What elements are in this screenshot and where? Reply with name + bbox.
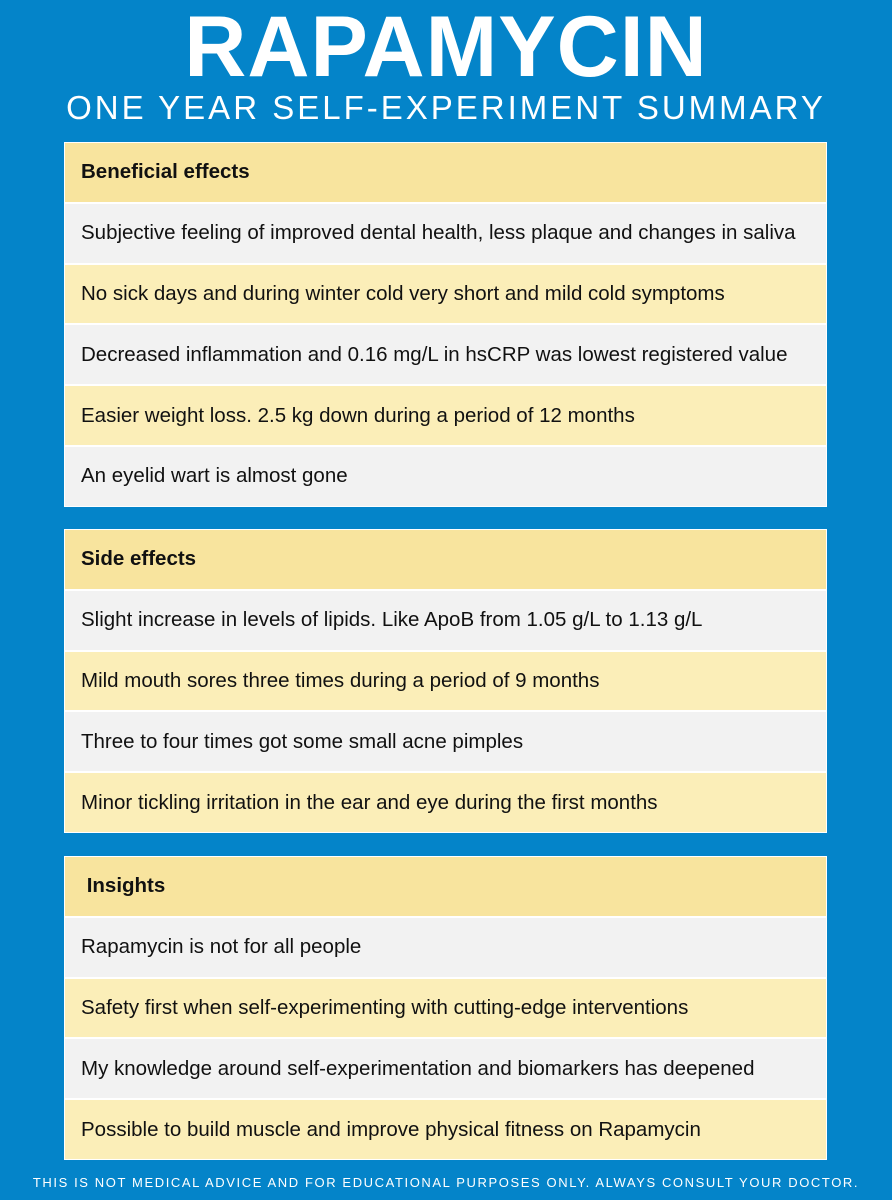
table-row: Minor tickling irritation in the ear and eye during the first months [64, 772, 827, 833]
section-heading-side-effects: Side effects [64, 529, 827, 590]
disclaimer-footer: THIS IS NOT MEDICAL ADVICE AND FOR EDUCATIONAL PURPOSES ONLY. ALWAYS CONSULT YOUR DOCTOR. [32, 1175, 860, 1190]
table-row: No sick days and during winter cold very short and mild cold symptoms [64, 264, 827, 325]
page-title: RAPAMYCIN [184, 0, 708, 95]
table-row: Easier weight loss. 2.5 kg down during a period of 12 months [64, 385, 827, 446]
table-row: Slight increase in levels of lipids. Like ApoB from 1.05 g/L to 1.13 g/L [64, 590, 827, 651]
table-row: Three to four times got some small acne pimples [64, 711, 827, 772]
table-row: My knowledge around self-experimentation and biomarkers has deepened [64, 1038, 827, 1099]
table-row: Possible to build muscle and improve physical fitness on Rapamycin [64, 1099, 827, 1160]
side-effects-table [64, 529, 827, 833]
table-row: Safety first when self-experimenting with cutting-edge interventions [64, 978, 827, 1039]
table-row: Mild mouth sores three times during a period of 9 months [64, 651, 827, 712]
section-heading-insights: Insights [64, 856, 827, 917]
page-subtitle: ONE YEAR SELF-EXPERIMENT SUMMARY [66, 89, 826, 126]
insights-table [64, 856, 827, 1160]
section-heading-beneficial: Beneficial effects [64, 142, 827, 203]
beneficial-effects-table [64, 142, 827, 507]
table-row: Subjective feeling of improved dental health, less plaque and changes in saliva [64, 203, 827, 264]
table-row: Decreased inflammation and 0.16 mg/L in hsCRP was lowest registered value [64, 324, 827, 385]
table-row: Rapamycin is not for all people [64, 917, 827, 978]
table-row: An eyelid wart is almost gone [64, 446, 827, 507]
